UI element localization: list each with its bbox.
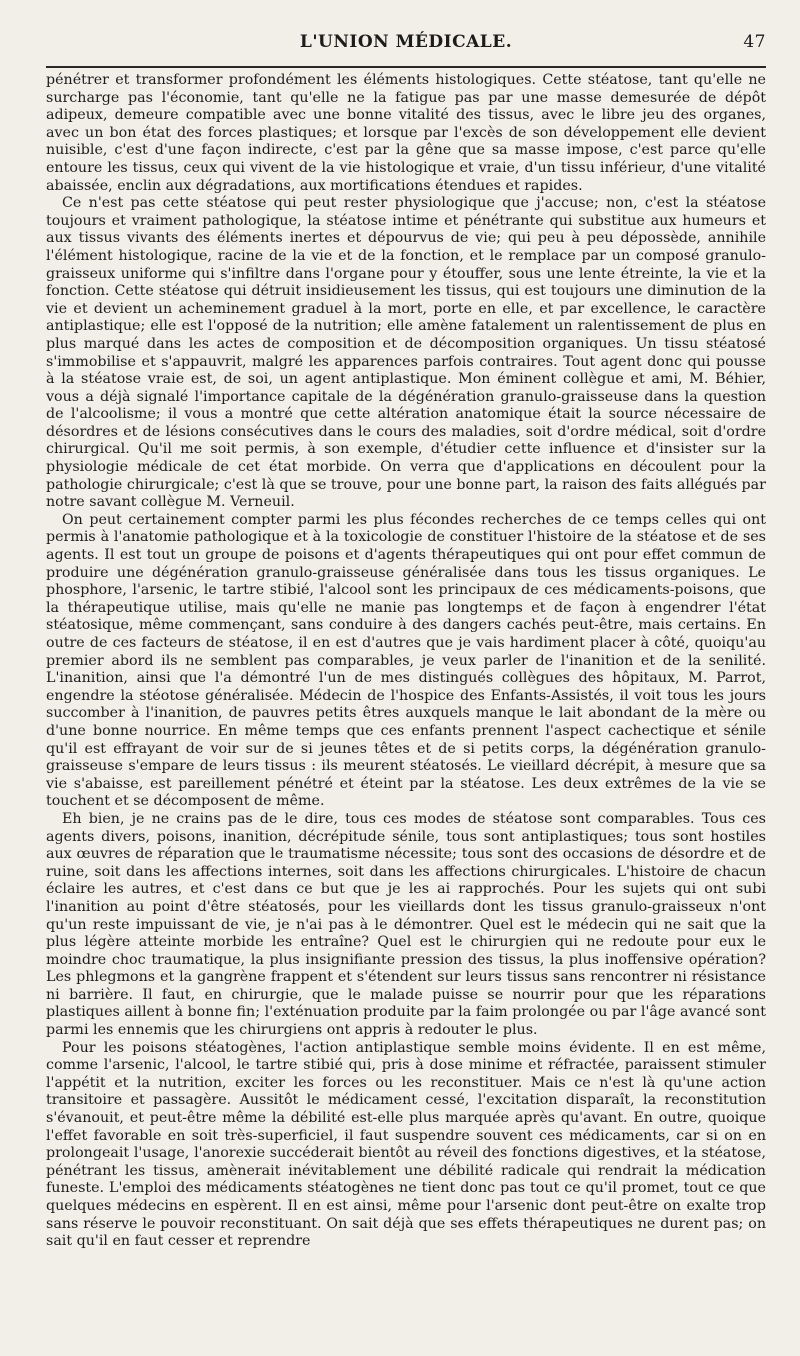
paragraph-1: pénétrer et transformer profondément les éléments histologiques. Cette stéatose, tant qu'elle ne surcharge pas l'économie, tant qu'elle ne la fatigue pas par une masse demesurée de dépôt adipeux, demeure compatible avec une bonne vitalité des tissus, avec le libre jeu des organes, avec un bon état des forces plastiques; et lorsque par l'excès de son développement elle devient nuisible, c'est d'une façon indirecte, c'est par la gêne que sa masse impose, c'est parce qu'elle entoure les tissus, ceux qui vivent de la vie histologique et vraie, d'un tissu inférieur, d'une vitalité abaissée, enclin aux dégradations, aux mortifications étendues et rapides. <box>46 72 766 194</box>
paragraph-4: Eh bien, je ne crains pas de le dire, tous ces modes de stéatose sont comparables. Tous ces agents divers, poisons, inanition, décrépitude sénile, tous sont antiplastiques; tous sont hostiles aux œuvres de réparation que le traumatisme nécessite; tous sont des occasions de désordre et de ruine, soit dans les affections internes, soit dans les affections chirurgicales. L'histoire de chacun éclaire les autres, et c'est dans ce but que je les ai rapprochés. Pour les sujets qui ont subi l'inanition au point d'être stéatosés, pour les vieillards dont les tissus granulo-graisseux n'ont qu'un reste impuissant de vie, je n'ai pas à le démontrer. Quel est le médecin qui ne sait que la plus légère atteinte morbide les entraîne? Quel est le chirurgien qui ne redoute pour eux le moindre choc traumatique, la plus insignifiante pression des tissus, la plus inoffensive opération? Les phlegmons et la gangrène frappent et s'étendent sur leurs tissus sans rencontrer ni résistance ni barrière. Il faut, en chirurgie, que le malade puisse se nourrir pour que les réparations plastiques aillent à bonne fin; l'exténuation produite par la faim prolongée ou par l'âge avancé sont parmi les ennemis que les chirurgiens ont appris à redouter le plus. <box>46 810 766 1039</box>
article-body <box>46 72 766 1251</box>
page-number: 47 <box>743 32 766 52</box>
paragraph-3: On peut certainement compter parmi les plus fécondes recherches de ce temps celles qui ont permis à l'anatomie pathologique et à la toxicologie de constituer l'histoire de la stéatose et de ses agents. Il est tout un groupe de poisons et d'agents thérapeutiques qui ont pour effet commun de produire une dégénération granulo-graisseuse généralisée dans tous les tissus organiques. Le phosphore, l'arsenic, le tartre stibié, l'alcool sont les principaux de ces médicaments-poisons, que la thérapeutique utilise, mais qu'elle ne manie pas longtemps et de façon à engendrer l'état stéatosique, même commençant, sans conduire à des dangers cachés peut-être, mais certains. En outre de ces facteurs de stéatose, il en est d'autres que je vais hardiment placer à côté, quoiqu'au premier abord ils ne semblent pas comparables, je veux parler de l'inanition et de la senilité. L'inanition, ainsi que l'a démontré l'un de mes distingués collègues des hôpitaux, M. Parrot, engendre la stéotose généralisée. Médecin de l'hospice des Enfants-Assistés, il voit tous les jours succomber à l'inanition, de pauvres petits êtres auxquels manque le lait abondant de la mère ou d'une bonne nourrice. En même temps que ces enfants prennent l'aspect cachectique et sénile qu'il est effrayant de voir sur de si jeunes têtes et de si petits corps, la dégénération granulo-graisseuse s'empare de leurs tissus : ils meurent stéatosés. Le vieillard décrépit, à mesure que sa vie s'abaisse, est pareillement pénétré et éteint par la stéatose. Les deux extrêmes de la vie se touchent et se décomposent de même. <box>46 511 766 810</box>
journal-title: L'UNION MÉDICALE. <box>299 32 513 52</box>
running-header <box>46 28 766 58</box>
header-rule <box>46 66 766 68</box>
paragraph-5: Pour les poisons stéatogènes, l'action antiplastique semble moins évidente. Il en est même, comme l'arsenic, l'alcool, le tartre stibié qui, pris à dose minime et réfractée, paraissent stimuler l'appétit et la nutrition, exciter les forces ou les reconstituer. Mais ce n'est là qu'une action transitoire et passagère. Aussitôt le médicament cessé, l'excitation disparaît, la reconstitution s'évanouit, et peut-être même la débilité est-elle plus marquée après qu'avant. En outre, quoique l'effet favorable en soit très-superficiel, il faut suspendre souvent ces médicaments, car si on en prolongeait l'usage, l'anorexie succéderait bientôt au réveil des fonctions digestives, et la stéatose, pénétrant les tissus, amènerait inévitablement une débilité radicale qui rendrait la médication funeste. L'emploi des médicaments stéatogènes ne tient donc pas tout ce qu'il promet, tout ce que quelques médecins en espèrent. Il en est ainsi, même pour l'arsenic dont peut-être on exalte trop sans réserve le pouvoir reconstituant. On sait déjà que ses effets thérapeutiques ne durent pas; on sait qu'il en faut cesser et reprendre <box>46 1039 766 1250</box>
paragraph-2: Ce n'est pas cette stéatose qui peut rester physiologique que j'accuse; non, c'est la stéatose toujours et vraiment pathologique, la stéatose intime et pénétrante qui substitue aux humeurs et aux tissus vivants des éléments inertes et dépourvus de vie; qui peu à peu dépossède, annihile l'élément histologique, racine de la vie et de la fonction, et le remplace par un composé granulo-graisseux uniforme qui s'infiltre dans l'organe pour y étouffer, sous une lente étreinte, la vie et la fonction. Cette stéatose qui détruit insidieusement les tissus, qui est toujours une diminution de la vie et devient un acheminement graduel à la mort, porte en elle, et par excellence, le caractère antiplastique; elle est l'opposé de la nutrition; elle amène fatalement un ralentissement de plus en plus marqué dans les actes de composition et de décomposition organiques. Un tissu stéatosé s'immobilise et s'appauvrit, malgré les apparences parfois contraires. Tout agent donc qui pousse à la stéatose vraie est, de soi, un agent antiplastique. Mon éminent collègue et ami, M. Béhier, vous a déjà signalé l'importance capitale de la dégénération granulo-graisseuse dans la question de l'alcoolisme; il vous a montré que cette altération anatomique était la source nécessaire de désordres et de lésions consécutives dans le cours des maladies, soit d'ordre médical, soit d'ordre chirurgical. Qu'il me soit permis, à son exemple, d'étudier cette influence et d'insister sur la physiologie médicale de cet état morbide. On verra que d'applications en découlent pour la pathologie chirurgicale; c'est là que se trouve, pour une bonne part, la raison des faits allégués par notre savant collègue M. Verneuil. <box>46 195 766 511</box>
